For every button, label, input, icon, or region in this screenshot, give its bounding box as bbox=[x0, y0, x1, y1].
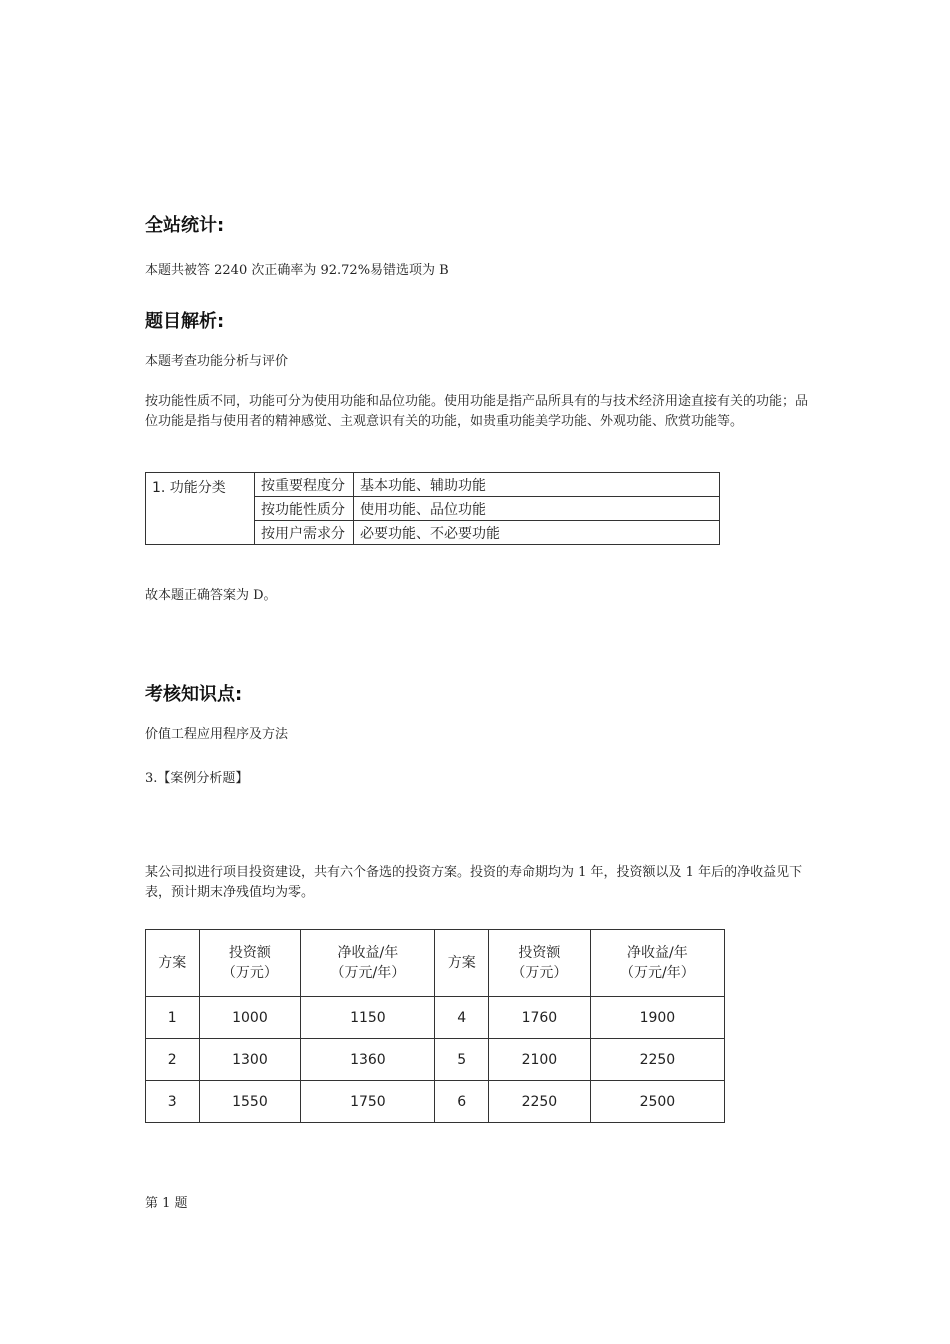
table-cell: 2250 bbox=[488, 1081, 590, 1123]
method-cell: 按用户需求分 bbox=[255, 521, 354, 545]
table-cell: 1760 bbox=[488, 997, 590, 1039]
table-row bbox=[146, 1081, 725, 1123]
table-row bbox=[146, 997, 725, 1039]
function-classification-table bbox=[145, 472, 720, 545]
table-cell: 4 bbox=[435, 997, 489, 1039]
table-cell: 1550 bbox=[199, 1081, 301, 1123]
investment-plans-table bbox=[145, 929, 725, 1123]
table-cell: 1900 bbox=[590, 997, 724, 1039]
table-cell: 1000 bbox=[199, 997, 301, 1039]
header-investment: 投资额 （万元） bbox=[488, 930, 590, 997]
analysis-heading: 题目解析: bbox=[145, 311, 225, 332]
table-cell: 6 bbox=[435, 1081, 489, 1123]
method-cell: 按功能性质分 bbox=[255, 497, 354, 521]
case-text: 某公司拟进行项目投资建设，共有六个备选的投资方案。投资的寿命期均为 1 年，投资额以及 1 年后的净收益见下表，预计期末净残值均为零。 bbox=[145, 865, 803, 900]
table-row bbox=[146, 473, 720, 497]
result-cell: 必要功能、不必要功能 bbox=[354, 521, 720, 545]
header-plan: 方案 bbox=[146, 930, 200, 997]
table-cell: 3 bbox=[146, 1081, 200, 1123]
table-header-row bbox=[146, 930, 725, 997]
table-cell: 1300 bbox=[199, 1039, 301, 1081]
method-cell: 按重要程度分 bbox=[255, 473, 354, 497]
result-cell: 使用功能、品位功能 bbox=[354, 497, 720, 521]
table-cell: 2500 bbox=[590, 1081, 724, 1123]
header-net-income: 净收益/年 （万元/年） bbox=[590, 930, 724, 997]
stats-text: 本题共被答 2240 次正确率为 92.72%易错选项为 B bbox=[145, 263, 449, 278]
table-cell: 5 bbox=[435, 1039, 489, 1081]
analysis-body: 按功能性质不同，功能可分为使用功能和品位功能。使用功能是指产品所具有的与技术经济用途直接有关的功能；品位功能是指与使用者的精神感觉、主观意识有关的功能，如贵重功能美学功能、外观功能、欣赏功能等。 bbox=[145, 394, 809, 429]
case-title: 3.【案例分析题】 bbox=[145, 771, 249, 786]
result-cell: 基本功能、辅助功能 bbox=[354, 473, 720, 497]
table-cell: 1360 bbox=[301, 1039, 435, 1081]
table-cell: 2 bbox=[146, 1039, 200, 1081]
knowledge-text: 价值工程应用程序及方法 bbox=[145, 727, 289, 742]
table-cell: 2100 bbox=[488, 1039, 590, 1081]
header-investment: 投资额 （万元） bbox=[199, 930, 301, 997]
question-number: 第 1 题 bbox=[145, 1196, 188, 1211]
knowledge-heading: 考核知识点: bbox=[145, 684, 243, 705]
analysis-intro: 本题考查功能分析与评价 bbox=[145, 354, 289, 369]
analysis-conclusion: 故本题正确答案为 D。 bbox=[145, 588, 277, 603]
table-cell: 2250 bbox=[590, 1039, 724, 1081]
table-cell: 1750 bbox=[301, 1081, 435, 1123]
table-cell: 1 bbox=[146, 997, 200, 1039]
category-cell: 1. 功能分类 bbox=[146, 473, 255, 545]
header-net-income: 净收益/年 （万元/年） bbox=[301, 930, 435, 997]
table-row bbox=[146, 1039, 725, 1081]
header-plan: 方案 bbox=[435, 930, 489, 997]
table-cell: 1150 bbox=[301, 997, 435, 1039]
stats-heading: 全站统计: bbox=[145, 215, 225, 236]
